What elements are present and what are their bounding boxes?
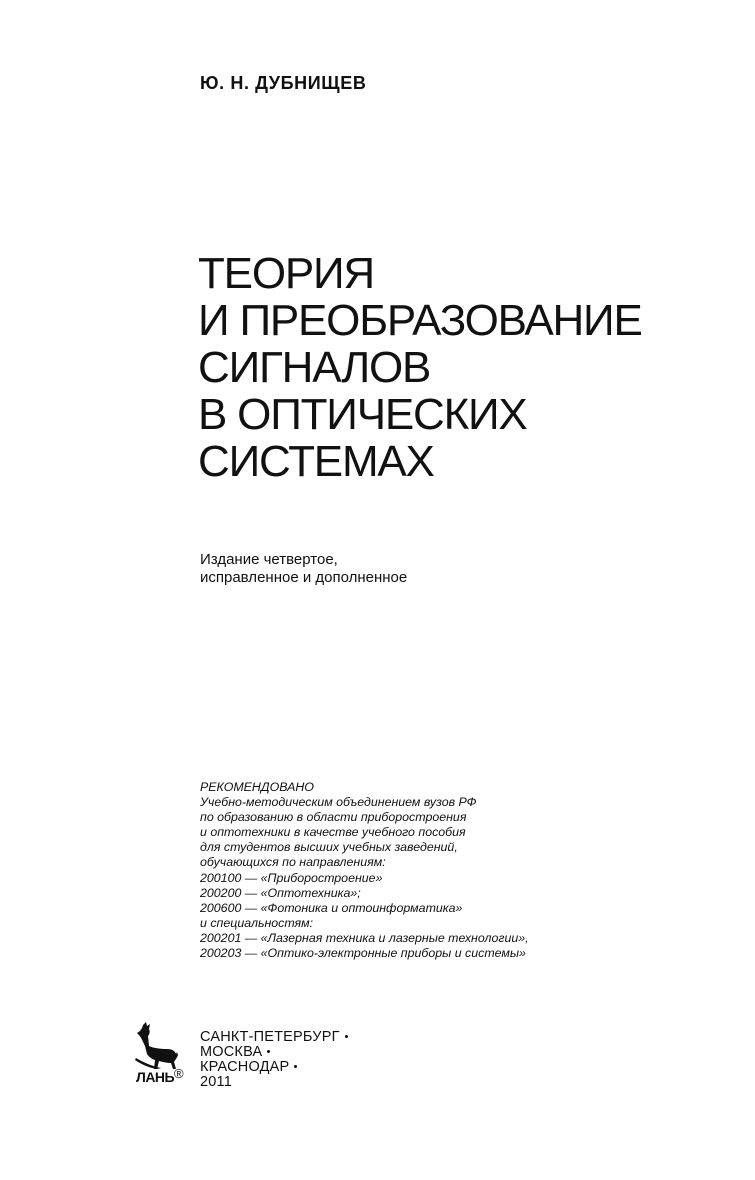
bullet-dot-icon <box>294 1065 297 1068</box>
publication-year: 2011 <box>200 1074 232 1090</box>
recommendation-line: и оптотехники в качестве учебного пособия <box>200 825 466 840</box>
recommendation-line: для студентов высших учебных заведений, <box>200 840 458 855</box>
recommendation-line: 200200 — «Оптотехника»; <box>200 885 361 900</box>
recommendation-line: 200600 — «Фотоника и оптоинформатика» <box>200 900 463 915</box>
city-name: КРАСНОДАР <box>200 1059 290 1075</box>
city-line-1 <box>200 1030 348 1045</box>
edition-line-1: Издание четвертое, <box>200 551 338 568</box>
recommendation-line: и специальностям: <box>200 915 314 930</box>
recommendation-line: РЕКОМЕНДОВАНО <box>200 780 314 794</box>
registered-mark: ® <box>174 1066 184 1081</box>
recommendation-line: обучающихся по направлениям: <box>200 855 386 870</box>
deer-logo-icon <box>131 1022 191 1070</box>
publisher-logo-text: ЛАНЬ <box>136 1069 175 1085</box>
title-line-2: И ПРЕОБРАЗОВАНИЕ <box>198 296 642 345</box>
city-name: МОСКВА <box>200 1044 263 1060</box>
author: Ю. Н. ДУБНИЩЕВ <box>200 73 367 93</box>
title-line-4: В ОПТИЧЕСКИХ <box>198 390 527 439</box>
city-name: САНКТ-ПЕТЕРБУРГ <box>200 1029 340 1045</box>
recommendation-block <box>200 780 529 961</box>
edition-info <box>200 551 407 587</box>
recommendation-line: по образованию в области приборостроения <box>200 810 467 825</box>
city-line-3 <box>200 1060 348 1075</box>
title-line-5: СИСТЕМАХ <box>198 437 434 486</box>
publisher-imprint <box>200 1030 348 1090</box>
bullet-dot-icon <box>345 1035 348 1038</box>
recommendation-line: Учебно-методическим объединением вузов РФ <box>200 795 477 810</box>
recommendation-line: 200201 — «Лазерная техника и лазерные технологии», <box>200 930 529 945</box>
bullet-dot-icon <box>267 1050 270 1053</box>
title-line-1: ТЕОРИЯ <box>198 249 374 298</box>
recommendation-line: 200100 — «Приборостроение» <box>200 870 383 885</box>
city-line-2 <box>200 1045 348 1060</box>
publisher-logo <box>131 1022 191 1088</box>
recommendation-line: 200203 — «Оптико-электронные приборы и системы» <box>200 946 526 961</box>
title-line-3: СИГНАЛОВ <box>198 343 431 392</box>
edition-line-2: исправленное и дополненное <box>200 569 408 586</box>
book-title <box>198 250 642 485</box>
